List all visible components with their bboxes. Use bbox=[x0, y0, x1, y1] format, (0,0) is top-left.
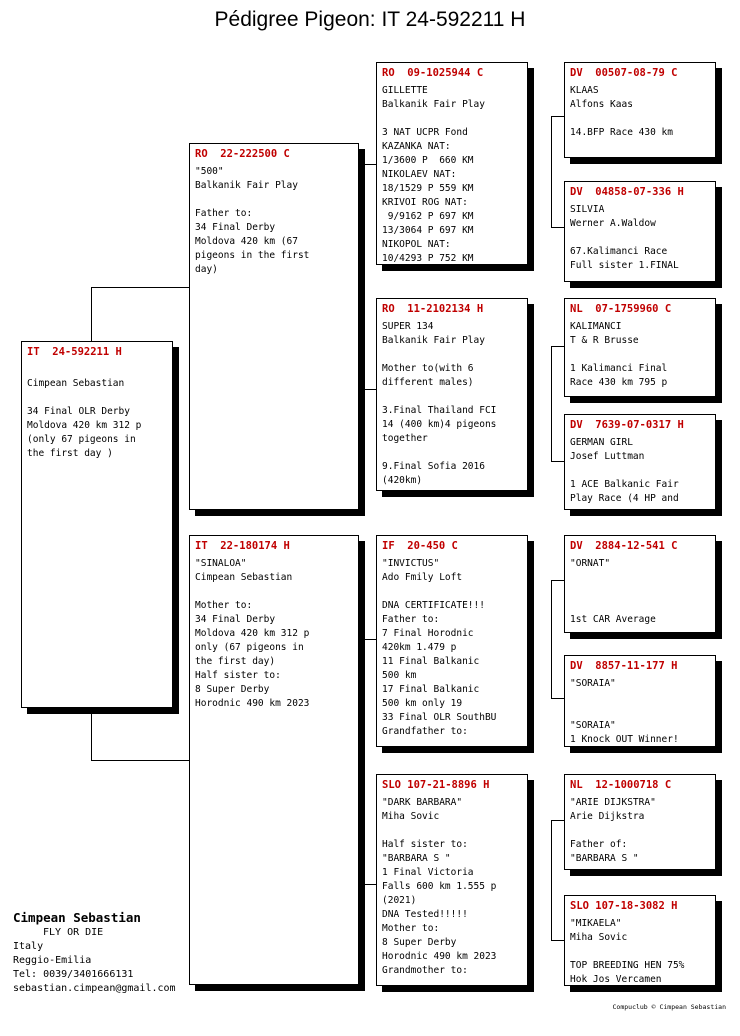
card-line: Mother to: bbox=[195, 600, 253, 611]
card-line: 34 Final Derby bbox=[195, 222, 276, 233]
pigeon-card-fmm[interactable] bbox=[564, 414, 716, 510]
card-line: 3 NAT UCPR Fond bbox=[382, 127, 468, 138]
card-line: Father of: bbox=[570, 839, 628, 850]
connector-line bbox=[551, 346, 552, 461]
card-line: 34 Final OLR Derby bbox=[27, 406, 130, 417]
card-line: Cimpean Sebastian bbox=[195, 572, 293, 583]
card-line: Balkanik Fair Play bbox=[195, 180, 298, 191]
card-line: TOP BREEDING HEN 75% bbox=[570, 960, 685, 971]
card-line: 34 Final Derby bbox=[195, 614, 276, 625]
card-line: (only 67 pigeons in bbox=[27, 434, 136, 445]
card-line bbox=[382, 824, 527, 838]
card-line: Moldova 420 km 312 p bbox=[27, 420, 142, 431]
pigeon-card-fm[interactable] bbox=[376, 298, 528, 491]
card-line: Father to: bbox=[195, 208, 253, 219]
card-line: 33 Final OLR SouthBU bbox=[382, 712, 497, 723]
connector-line bbox=[551, 346, 564, 347]
card-line: Alfons Kaas bbox=[570, 99, 633, 110]
connector-line bbox=[551, 698, 564, 699]
card-line: Half sister to: bbox=[382, 839, 468, 850]
card-line: the first day) bbox=[195, 656, 276, 667]
card-line: Hok Jos Vercamen bbox=[570, 974, 662, 985]
card-line: 13/3064 P 697 KM bbox=[382, 225, 474, 236]
ring-number: IT 24-592211 H bbox=[27, 346, 122, 358]
connector-line bbox=[91, 287, 92, 341]
connector-line bbox=[91, 287, 191, 288]
card-line bbox=[382, 446, 527, 460]
card-line: Race 430 km 795 p bbox=[570, 377, 668, 388]
card-line: GERMAN GIRL bbox=[570, 437, 633, 448]
card-line: Werner A.Waldow bbox=[570, 218, 656, 229]
ring-number: DV 7639-07-0317 H bbox=[570, 419, 684, 431]
card-line bbox=[570, 691, 715, 705]
card-line: Falls 600 km 1.555 p bbox=[382, 881, 497, 892]
card-line: "BARBARA S " bbox=[382, 853, 451, 864]
card-line: 14.BFP Race 430 km bbox=[570, 127, 673, 138]
card-line: DNA Tested!!!!! bbox=[382, 909, 468, 920]
card-line bbox=[570, 945, 715, 959]
card-line: 17 Final Balkanic bbox=[382, 684, 480, 695]
pigeon-card-mmm[interactable] bbox=[564, 895, 716, 986]
card-line: "SORAIA" bbox=[570, 720, 616, 731]
card-line: Arie Dijkstra bbox=[570, 811, 645, 822]
card-line: "DARK BARBARA" bbox=[382, 797, 463, 808]
card-line bbox=[382, 585, 527, 599]
breeder-country: Italy bbox=[13, 941, 44, 952]
pigeon-card-mm[interactable] bbox=[376, 774, 528, 986]
card-line: 420km 1.479 p bbox=[382, 642, 457, 653]
card-line: "ARIE DIJKSTRA" bbox=[570, 797, 656, 808]
pigeon-card-mf[interactable] bbox=[376, 535, 528, 747]
connector-line bbox=[364, 164, 376, 165]
card-line: "SINALOA" bbox=[195, 558, 247, 569]
card-line: 10/4293 P 752 KM bbox=[382, 253, 474, 264]
card-line: 18/1529 P 559 KM bbox=[382, 183, 474, 194]
connector-line bbox=[364, 639, 365, 884]
connector-line bbox=[551, 116, 552, 227]
card-line bbox=[570, 231, 715, 245]
connector-line bbox=[551, 580, 564, 581]
card-line: SILVIA bbox=[570, 204, 605, 215]
card-line bbox=[570, 464, 715, 478]
card-line: only (67 pigeons in bbox=[195, 642, 304, 653]
card-line: NIKOLAEV NAT: bbox=[382, 169, 457, 180]
card-line: 1 ACE Balkanic Fair bbox=[570, 479, 679, 490]
card-line: 500 km bbox=[382, 670, 417, 681]
card-line: 1/3600 P 660 KM bbox=[382, 155, 474, 166]
card-line: Cimpean Sebastian bbox=[27, 378, 125, 389]
ring-number: DV 00507-08-79 C bbox=[570, 67, 678, 79]
card-line: 11 Final Balkanic bbox=[382, 656, 480, 667]
card-line bbox=[382, 348, 527, 362]
card-line bbox=[570, 705, 715, 719]
card-line: Mother to(with 6 bbox=[382, 363, 474, 374]
card-line: 8 Super Derby bbox=[382, 937, 457, 948]
connector-line bbox=[551, 461, 564, 462]
card-line bbox=[570, 348, 715, 362]
ring-number: IT 22-180174 H bbox=[195, 540, 290, 552]
card-line: KALIMANCI bbox=[570, 321, 622, 332]
connector-line bbox=[364, 389, 376, 390]
card-line: "MIKAELA" bbox=[570, 918, 622, 929]
card-line: together bbox=[382, 433, 428, 444]
card-line: Miha Sovic bbox=[570, 932, 628, 943]
card-line: T & R Brusse bbox=[570, 335, 639, 346]
ring-number: SLO 107-21-8896 H bbox=[382, 779, 490, 791]
connector-line bbox=[551, 580, 552, 698]
card-line: different males) bbox=[382, 377, 474, 388]
card-line: Grandmother to: bbox=[382, 965, 468, 976]
card-line: 8 Super Derby bbox=[195, 684, 270, 695]
pigeon-card-fff[interactable] bbox=[564, 62, 716, 158]
card-line: NIKOPOL NAT: bbox=[382, 239, 451, 250]
card-line bbox=[195, 585, 358, 599]
card-line bbox=[382, 390, 527, 404]
card-line: KAZANKA NAT: bbox=[382, 141, 451, 152]
card-line: KLAAS bbox=[570, 85, 599, 96]
footer-credit: Compuclub © Cimpean Sebastian bbox=[612, 1003, 726, 1011]
breeder-phone: Tel: 0039/3401666131 bbox=[13, 969, 134, 980]
card-line: KRIVOI ROG NAT: bbox=[382, 197, 468, 208]
card-line bbox=[570, 571, 715, 585]
card-line: SUPER 134 bbox=[382, 321, 434, 332]
card-line: "SORAIA" bbox=[570, 678, 616, 689]
ring-number: SLO 107-18-3082 H bbox=[570, 900, 678, 912]
breeder-info bbox=[13, 910, 176, 996]
card-line: Grandfather to: bbox=[382, 726, 468, 737]
connector-line bbox=[364, 639, 376, 640]
ring-number: RO 09-1025944 C bbox=[382, 67, 484, 79]
card-line: Play Race (4 HP and bbox=[570, 493, 679, 504]
card-line: 3.Final Thailand FCI bbox=[382, 405, 497, 416]
card-line: 9/9162 P 697 KM bbox=[382, 211, 474, 222]
card-line bbox=[570, 112, 715, 126]
card-line bbox=[570, 824, 715, 838]
page-title: Pédigree Pigeon: IT 24-592211 H bbox=[214, 8, 526, 31]
card-line: 1 Final Victoria bbox=[382, 867, 474, 878]
ring-number: DV 8857-11-177 H bbox=[570, 660, 678, 672]
card-line: "500" bbox=[195, 166, 224, 177]
card-line: Mother to: bbox=[382, 923, 440, 934]
card-line bbox=[382, 112, 527, 126]
card-line: Ado Fmily Loft bbox=[382, 572, 463, 583]
connector-line bbox=[551, 227, 564, 228]
connector-line bbox=[551, 820, 564, 821]
card-line: 9.Final Sofia 2016 bbox=[382, 461, 485, 472]
card-line bbox=[570, 585, 715, 599]
breeder-name: Cimpean Sebastian bbox=[13, 910, 141, 925]
card-line: 14 (400 km)4 pigeons bbox=[382, 419, 497, 430]
ring-number: RO 22-222500 C bbox=[195, 148, 290, 160]
pigeon-card-mff[interactable] bbox=[564, 535, 716, 633]
card-line: Josef Luttman bbox=[570, 451, 645, 462]
card-line: 67.Kalimanci Race bbox=[570, 246, 668, 257]
card-line: (420km) bbox=[382, 475, 423, 486]
card-line: Father to: bbox=[382, 614, 440, 625]
breeder-motto: FLY OR DIE bbox=[43, 927, 104, 938]
card-line: Balkanik Fair Play bbox=[382, 99, 485, 110]
card-line: Balkanik Fair Play bbox=[382, 335, 485, 346]
card-line: Moldova 420 km 312 p bbox=[195, 628, 310, 639]
card-line bbox=[27, 391, 172, 405]
breeder-city: Reggio-Emilia bbox=[13, 955, 92, 966]
pigeon-card-ff[interactable] bbox=[376, 62, 528, 265]
breeder-email[interactable]: sebastian.cimpean@gmail.com bbox=[13, 983, 176, 994]
pigeon-card-ffm[interactable] bbox=[564, 181, 716, 282]
card-line: GILLETTE bbox=[382, 85, 428, 96]
card-line: Full sister 1.FINAL bbox=[570, 260, 679, 271]
card-line: 1st CAR Average bbox=[570, 614, 656, 625]
card-line: Horodnic 490 km 2023 bbox=[382, 951, 497, 962]
ring-number: NL 07-1759960 C bbox=[570, 303, 672, 315]
card-line: Miha Sovic bbox=[382, 811, 440, 822]
connector-line bbox=[551, 820, 552, 940]
ring-number: IF 20-450 C bbox=[382, 540, 458, 552]
card-line: 7 Final Horodnic bbox=[382, 628, 474, 639]
card-line: "ORNAT" bbox=[570, 558, 611, 569]
card-line: DNA CERTIFICATE!!! bbox=[382, 600, 485, 611]
card-line: 1 Kalimanci Final bbox=[570, 363, 668, 374]
card-line: Half sister to: bbox=[195, 670, 281, 681]
card-line: pigeons in the first bbox=[195, 250, 310, 261]
card-line: Horodnic 490 km 2023 bbox=[195, 698, 310, 709]
card-line: (2021) bbox=[382, 895, 417, 906]
card-line bbox=[195, 193, 358, 207]
pigeon-card-father[interactable] bbox=[189, 143, 359, 510]
pigeon-card-fmf[interactable] bbox=[564, 298, 716, 397]
card-line: Moldova 420 km (67 bbox=[195, 236, 298, 247]
card-line: "INVICTUS" bbox=[382, 558, 440, 569]
pigeon-card-subject[interactable] bbox=[21, 341, 173, 708]
connector-line bbox=[364, 164, 365, 389]
connector-line bbox=[364, 884, 376, 885]
card-line bbox=[570, 599, 715, 613]
ring-number: DV 2884-12-541 C bbox=[570, 540, 678, 552]
connector-line bbox=[551, 940, 564, 941]
card-line: the first day ) bbox=[27, 448, 113, 459]
card-line: "BARBARA S " bbox=[570, 853, 639, 864]
pigeon-card-mfm[interactable] bbox=[564, 655, 716, 747]
connector-line bbox=[91, 708, 92, 760]
pigeon-card-mmf[interactable] bbox=[564, 774, 716, 870]
card-line bbox=[27, 363, 172, 377]
card-line: day) bbox=[195, 264, 218, 275]
ring-number: NL 12-1000718 C bbox=[570, 779, 672, 791]
card-line: 500 km only 19 bbox=[382, 698, 463, 709]
connector-line bbox=[551, 116, 564, 117]
pigeon-card-mother[interactable] bbox=[189, 535, 359, 985]
card-line: 1 Knock OUT Winner! bbox=[570, 734, 679, 745]
connector-line bbox=[91, 760, 191, 761]
ring-number: RO 11-2102134 H bbox=[382, 303, 484, 315]
ring-number: DV 04858-07-336 H bbox=[570, 186, 684, 198]
